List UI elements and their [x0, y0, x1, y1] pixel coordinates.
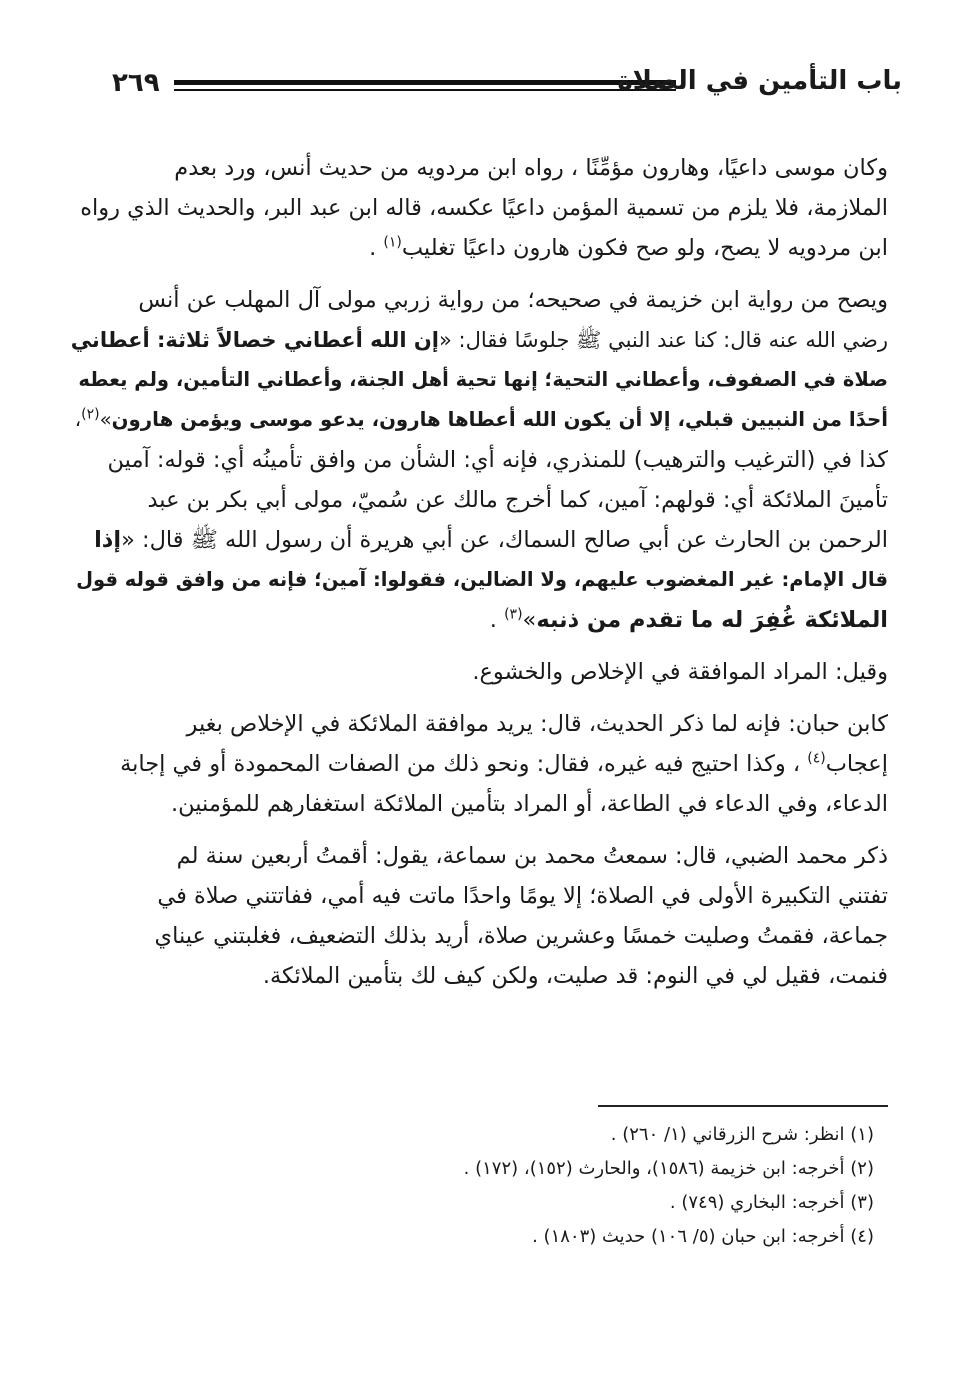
- text-line: [70, 652, 888, 692]
- paragraph-1: [70, 148, 888, 268]
- text-segment: ، وكذا احتيج فيه غيره، فقال: ونحو ذلك من الصفات المحمودة أو في إجابة: [120, 751, 808, 777]
- text-segment: .: [489, 607, 505, 633]
- text-line: [70, 148, 888, 188]
- hadith-text: إن الله أعطاني خصالاً ثلاثة: أعطاني: [70, 328, 439, 352]
- text-segment: تأمينَ الملائكة أي: قولهم: آمين، كما أخرج مالك عن سُميّ، مولى أبي بكر بن عبد: [147, 487, 888, 513]
- text-segment: رضي الله عنه قال: كنا عند النبي ﷺ جلوسًا فقال: «: [439, 328, 888, 352]
- text-line: [70, 480, 888, 520]
- footnote-ref[interactable]: (١): [383, 234, 402, 251]
- footnote-ref[interactable]: (٣): [504, 606, 523, 623]
- hadith-text: إذا: [94, 527, 122, 553]
- text-segment: جماعة، فقمتُ وصليت خمسًا وعشرين صلاة، أريد بذلك التضعيف، فغلبتني عيناي: [154, 923, 888, 949]
- hadith-text: الملائكة غُفِرَ له ما تقدم من ذنبه: [536, 607, 888, 633]
- text-line: [70, 228, 888, 268]
- text-segment: كذا في (الترغيب والترهيب) للمنذري، فإنه أي: الشأن من وافق تأمينُه أي: قوله: آمين: [107, 447, 888, 473]
- chapter-title: باب التأمين في الصلاة: [617, 66, 902, 96]
- text-line: [70, 280, 888, 320]
- text-line: [70, 956, 888, 996]
- main-text: [70, 148, 888, 1008]
- text-segment: ويصح من رواية ابن خزيمة في صحيحه؛ من رواية زربي مولى آل المهلب عن أنس: [138, 287, 888, 313]
- footnote-1: (١) انظر: شرح الزرقاني (١/ ٢٦٠) .: [610, 1124, 874, 1145]
- paragraph-3: [70, 652, 888, 692]
- text-segment: إعجاب: [825, 751, 888, 777]
- text-line: [70, 360, 888, 400]
- text-line: [70, 188, 888, 228]
- header-rule-thin: [174, 89, 676, 91]
- text-segment: الملازمة، فلا يلزم من تسمية المؤمن داعيًا عكسه، قاله ابن عبد البر، والحديث الذي رواه: [80, 195, 888, 221]
- text-segment: تفتني التكبيرة الأولى في الصلاة؛ إلا يومًا واحدًا ماتت فيه أمي، ففاتتني صلاة في: [157, 883, 888, 909]
- text-segment: ابن مردويه لا يصح، ولو صح فكون هارون داعيًا تغليب: [401, 235, 888, 261]
- footnote-ref[interactable]: (٢): [81, 406, 100, 423]
- text-segment: كابن حبان: فإنه لما ذكر الحديث، قال: يريد موافقة الملائكة في الإخلاص بغير: [186, 711, 888, 737]
- text-segment: الرحمن بن الحارث عن أبي صالح السماك، عن أبي هريرة أن رسول الله ﷺ قال: «: [121, 527, 888, 553]
- text-segment: الدعاء، وفي الدعاء في الطاعة، أو المراد بتأمين الملائكة استغفارهم للمؤمنين.: [170, 791, 888, 817]
- text-line: [70, 704, 888, 744]
- footnote-ref[interactable]: (٤): [807, 750, 826, 767]
- text-line: [70, 744, 888, 784]
- header-rule-thick: [174, 80, 676, 85]
- paragraph-4: [70, 704, 888, 824]
- text-segment: .: [369, 235, 384, 261]
- hadith-text: قال الإمام: غير المغضوب عليهم، ولا الضالين، فقولوا: آمين؛ فإنه من وافق قوله قول: [76, 568, 888, 591]
- text-line: [70, 440, 888, 480]
- footnote-divider: [598, 1105, 888, 1107]
- text-segment: ذكر محمد الضبي، قال: سمعتُ محمد بن سماعة، يقول: أقمتُ أربعين سنة لم: [176, 843, 888, 869]
- text-segment: »: [522, 607, 537, 633]
- text-line: [70, 876, 888, 916]
- text-segment: ،: [74, 408, 82, 431]
- text-line: [70, 916, 888, 956]
- hadith-text: صلاة في الصفوف، وأعطاني التحية؛ إنها تحية أهل الجنة، وأعطاني التأمين، ولم يعطه: [78, 368, 888, 391]
- text-line: [70, 320, 888, 360]
- paragraph-2: [70, 280, 888, 640]
- footnote-2: (٢) أخرجه: ابن خزيمة (١٥٨٦)، والحارث (١٥٢)، (١٧٢) .: [463, 1158, 874, 1179]
- text-segment: وكان موسى داعيًا، وهارون مؤمِّنًا ، رواه ابن مردويه من حديث أنس، ورد بعدم: [174, 155, 888, 181]
- text-line: [70, 836, 888, 876]
- text-line: [70, 520, 888, 560]
- footnotes: [94, 1118, 874, 1254]
- text-segment: »: [99, 408, 112, 431]
- text-segment: وقيل: المراد الموافقة في الإخلاص والخشوع.: [472, 659, 888, 685]
- hadith-text: أحدًا من النبيين قبلي، إلا أن يكون الله أعطاها هارون، يدعو موسى ويؤمن هارون: [111, 408, 888, 431]
- text-line: [70, 400, 888, 440]
- paragraph-5: [70, 836, 888, 996]
- text-line: [70, 560, 888, 600]
- text-segment: فنمت، فقيل لي في النوم: قد صليت، ولكن كيف لك بتأمين الملائكة.: [262, 963, 888, 989]
- running-header: [112, 62, 902, 110]
- page-number: ٢٦٩: [112, 68, 160, 98]
- footnote-3: (٣) أخرجه: البخاري (٧٤٩) .: [669, 1192, 874, 1213]
- text-line: [70, 784, 888, 824]
- text-line: [70, 600, 888, 640]
- footnote-4: (٤) أخرجه: ابن حبان (٥/ ١٠٦) حديث (١٨٠٣) .: [532, 1226, 874, 1247]
